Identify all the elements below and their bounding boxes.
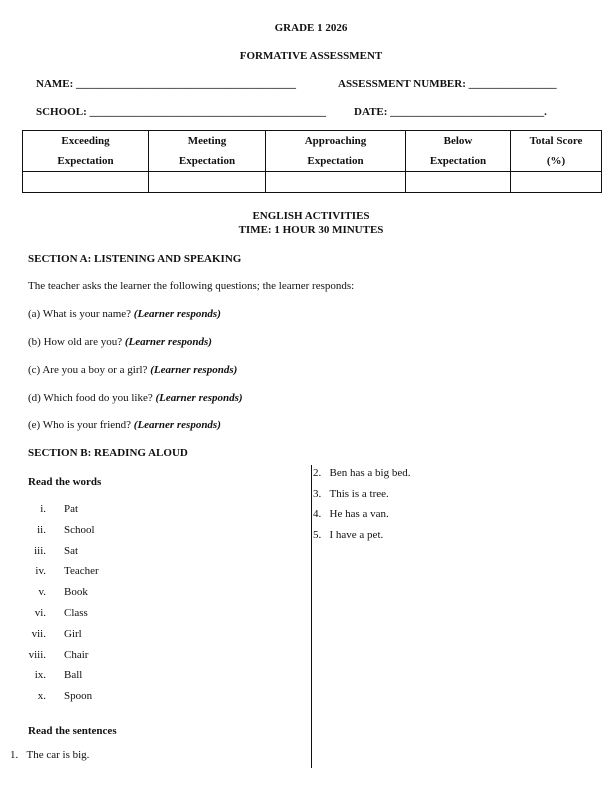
sentence-item: 5. I have a pet. — [313, 529, 384, 541]
section-a-intro: The teacher asks the learner the following questions; the learner responds: — [28, 280, 355, 292]
question-item: (e) Who is your friend? (Learner responds) — [28, 419, 221, 431]
sentence-item: 3. This is a tree. — [313, 488, 389, 500]
word-numeral: x. — [37, 690, 46, 703]
read-sentences-heading: Read the sentences — [28, 725, 117, 737]
word-numeral: v. — [38, 586, 46, 599]
word-numeral: i. — [40, 503, 46, 515]
question-item: (d) Which food do you like? (Learner responds) — [28, 392, 243, 404]
document-title: FORMATIVE ASSESSMENT — [239, 50, 383, 62]
word-numeral: vii. — [31, 627, 46, 640]
score-table — [22, 130, 602, 193]
col-total-score: Total Score (%) — [511, 131, 602, 172]
word-item: Chair — [64, 648, 89, 661]
question-item: (c) Are you a boy or a girl? (Learner responds) — [28, 364, 238, 376]
read-words-heading: Read the words — [28, 476, 102, 488]
word-item: Book — [64, 586, 88, 599]
word-numeral: iii. — [34, 544, 46, 557]
word-numeral: iv. — [35, 565, 46, 578]
word-item: Teacher — [64, 565, 99, 578]
score-cell[interactable] — [149, 172, 266, 193]
column-divider — [311, 465, 312, 768]
section-a-heading: SECTION A: LISTENING AND SPEAKING — [28, 253, 242, 265]
word-item: Girl — [64, 627, 82, 640]
sentence-item: 2. Ben has a big bed. — [313, 467, 411, 479]
name-field[interactable]: NAME: ________________________________________ — [36, 78, 297, 90]
word-item: Spoon — [64, 690, 93, 703]
date-field[interactable]: DATE: ____________________________. — [354, 106, 547, 118]
question-item: (b) How old are you? (Learner responds) — [28, 336, 212, 348]
assessment-number-field[interactable]: ASSESSMENT NUMBER: ________________ — [338, 78, 557, 90]
word-numeral: ii. — [37, 523, 46, 536]
score-entry-row — [23, 172, 602, 193]
time-allowed: TIME: 1 HOUR 30 MINUTES — [238, 224, 384, 236]
word-numeral: ix. — [34, 669, 46, 682]
score-cell[interactable] — [406, 172, 511, 193]
school-field[interactable]: SCHOOL: ___________________________________________ — [36, 106, 326, 118]
sentence-item: 1. The car is big. — [10, 749, 90, 761]
word-numeral: viii. — [28, 648, 46, 661]
sentence-item: 4. He has a van. — [313, 508, 389, 520]
col-approaching: Approaching Expectation — [266, 131, 406, 172]
score-cell[interactable] — [511, 172, 602, 193]
subject-title: ENGLISH ACTIVITIES — [252, 210, 370, 222]
grade-heading: GRADE 1 2026 — [274, 22, 348, 34]
word-item: School — [64, 523, 95, 536]
word-item: Class — [64, 607, 88, 619]
word-item: Pat — [64, 503, 79, 515]
word-item: Sat — [64, 544, 79, 557]
col-below: Below Expectation — [406, 131, 511, 172]
col-exceeding: Exceeding Expectation — [23, 131, 149, 172]
score-cell[interactable] — [266, 172, 406, 193]
word-numeral: vi. — [34, 607, 46, 619]
question-item: (a) What is your name? (Learner responds) — [28, 308, 221, 320]
score-cell[interactable] — [23, 172, 149, 193]
score-table-header — [23, 131, 602, 172]
word-item: Ball — [64, 669, 83, 682]
col-meeting: Meeting Expectation — [149, 131, 266, 172]
section-b-heading: SECTION B: READING ALOUD — [28, 447, 188, 459]
